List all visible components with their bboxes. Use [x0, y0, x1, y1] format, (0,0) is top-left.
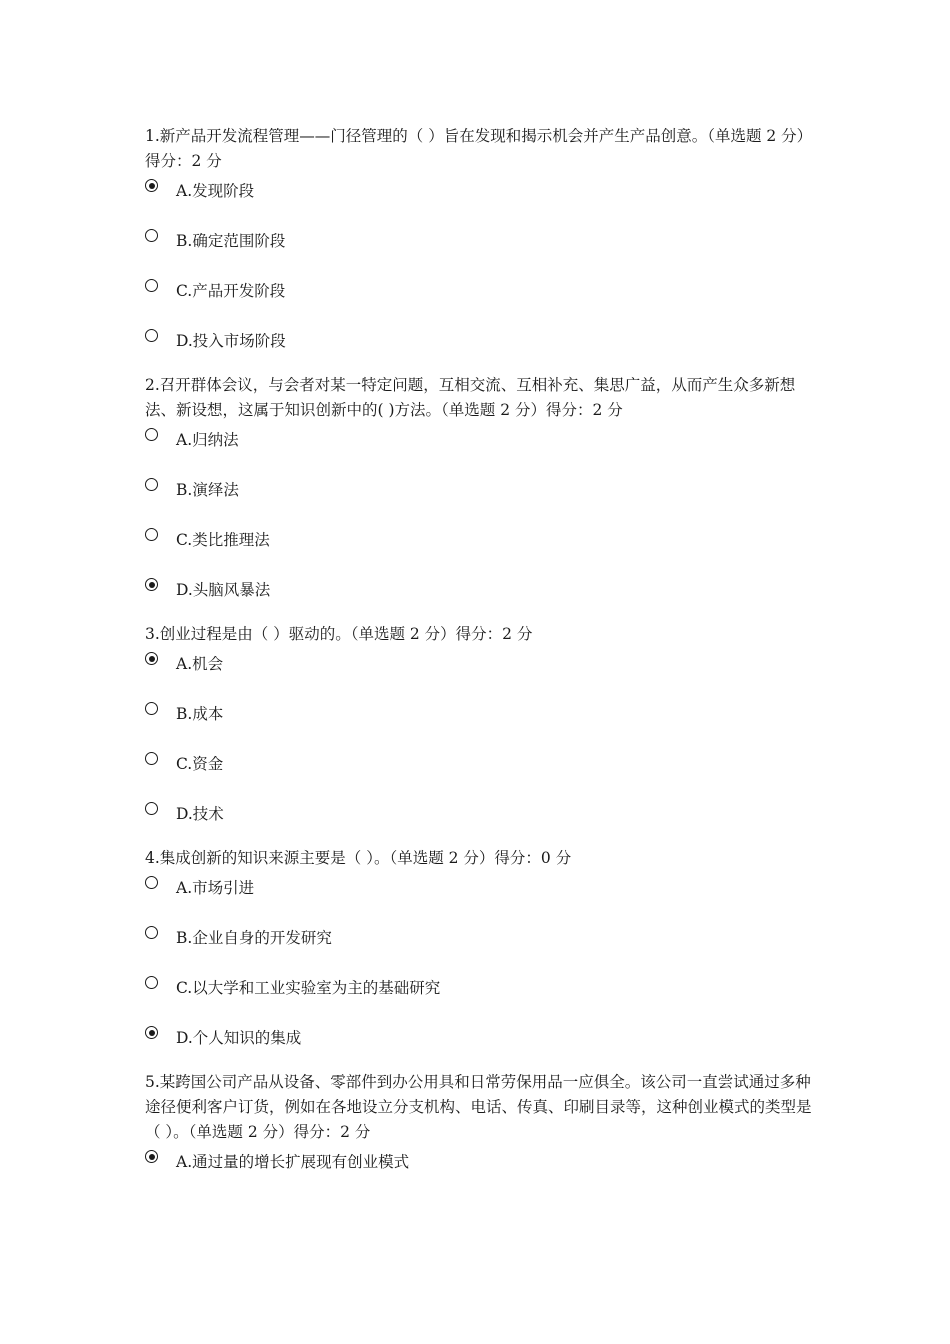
option-label: D.投入市场阶段: [176, 332, 286, 350]
question-3-text: 3.创业过程是由（ ）驱动的。（单选题 2 分）得分：2 分: [145, 625, 533, 643]
option-label: A.通过量的增长扩展现有创业模式: [176, 1153, 410, 1171]
radio-button[interactable]: [145, 976, 158, 989]
question-2-text: 2.召开群体会议，与会者对某一特定问题，互相交流、互相补充、集思广益，从而产生众多新想法、新设想，这属于知识创新中的( )方法。（单选题 2 分）得分：2 分: [145, 376, 796, 419]
radio-button[interactable]: [145, 802, 158, 815]
option-label: C.以大学和工业实验室为主的基础研究: [176, 979, 441, 997]
option-label: A.机会: [176, 655, 224, 673]
question-4-text: 4.集成创新的知识来源主要是（ ）。（单选题 2 分）得分：0 分: [145, 849, 572, 867]
radio-button[interactable]: [145, 229, 158, 242]
option-label: D.个人知识的集成: [176, 1029, 302, 1047]
option-label: C.资金: [176, 755, 224, 773]
radio-button[interactable]: [145, 179, 158, 192]
radio-button[interactable]: [145, 876, 158, 889]
option-label: A.归纳法: [176, 431, 239, 449]
option-label: C.类比推理法: [176, 531, 270, 549]
option-label: D.技术: [176, 805, 224, 823]
question-1-text: 1.新产品开发流程管理——门径管理的（ ）旨在发现和揭示机会并产生产品创意。（单选题 2 分）得分：2 分: [145, 127, 813, 170]
radio-button[interactable]: [145, 1150, 158, 1163]
radio-button[interactable]: [145, 652, 158, 665]
option-label: D.头脑风暴法: [176, 581, 271, 599]
option-label: A.市场引进: [176, 879, 255, 897]
option-label: B.成本: [176, 705, 224, 723]
option-label: B.确定范围阶段: [176, 232, 286, 250]
radio-button[interactable]: [145, 926, 158, 939]
option-label: B.演绎法: [176, 481, 239, 499]
radio-button[interactable]: [145, 428, 158, 441]
question-5-text: 5.某跨国公司产品从设备、零部件到办公用具和日常劳保用品一应俱全。该公司一直尝试通过多种途径便利客户订货，例如在各地设立分支机构、电话、传真、印刷目录等，这种创业模式的类型是（ ）。（单选题 2 分）得分：2 分: [145, 1073, 812, 1141]
option-label: C.产品开发阶段: [176, 282, 286, 300]
radio-button[interactable]: [145, 478, 158, 491]
option-label: B.企业自身的开发研究: [176, 929, 332, 947]
option-label: A.发现阶段: [176, 182, 255, 200]
radio-button[interactable]: [145, 578, 158, 591]
radio-button[interactable]: [145, 528, 158, 541]
radio-button[interactable]: [145, 752, 158, 765]
radio-button[interactable]: [145, 1026, 158, 1039]
radio-button[interactable]: [145, 279, 158, 292]
radio-button[interactable]: [145, 702, 158, 715]
radio-button[interactable]: [145, 329, 158, 342]
